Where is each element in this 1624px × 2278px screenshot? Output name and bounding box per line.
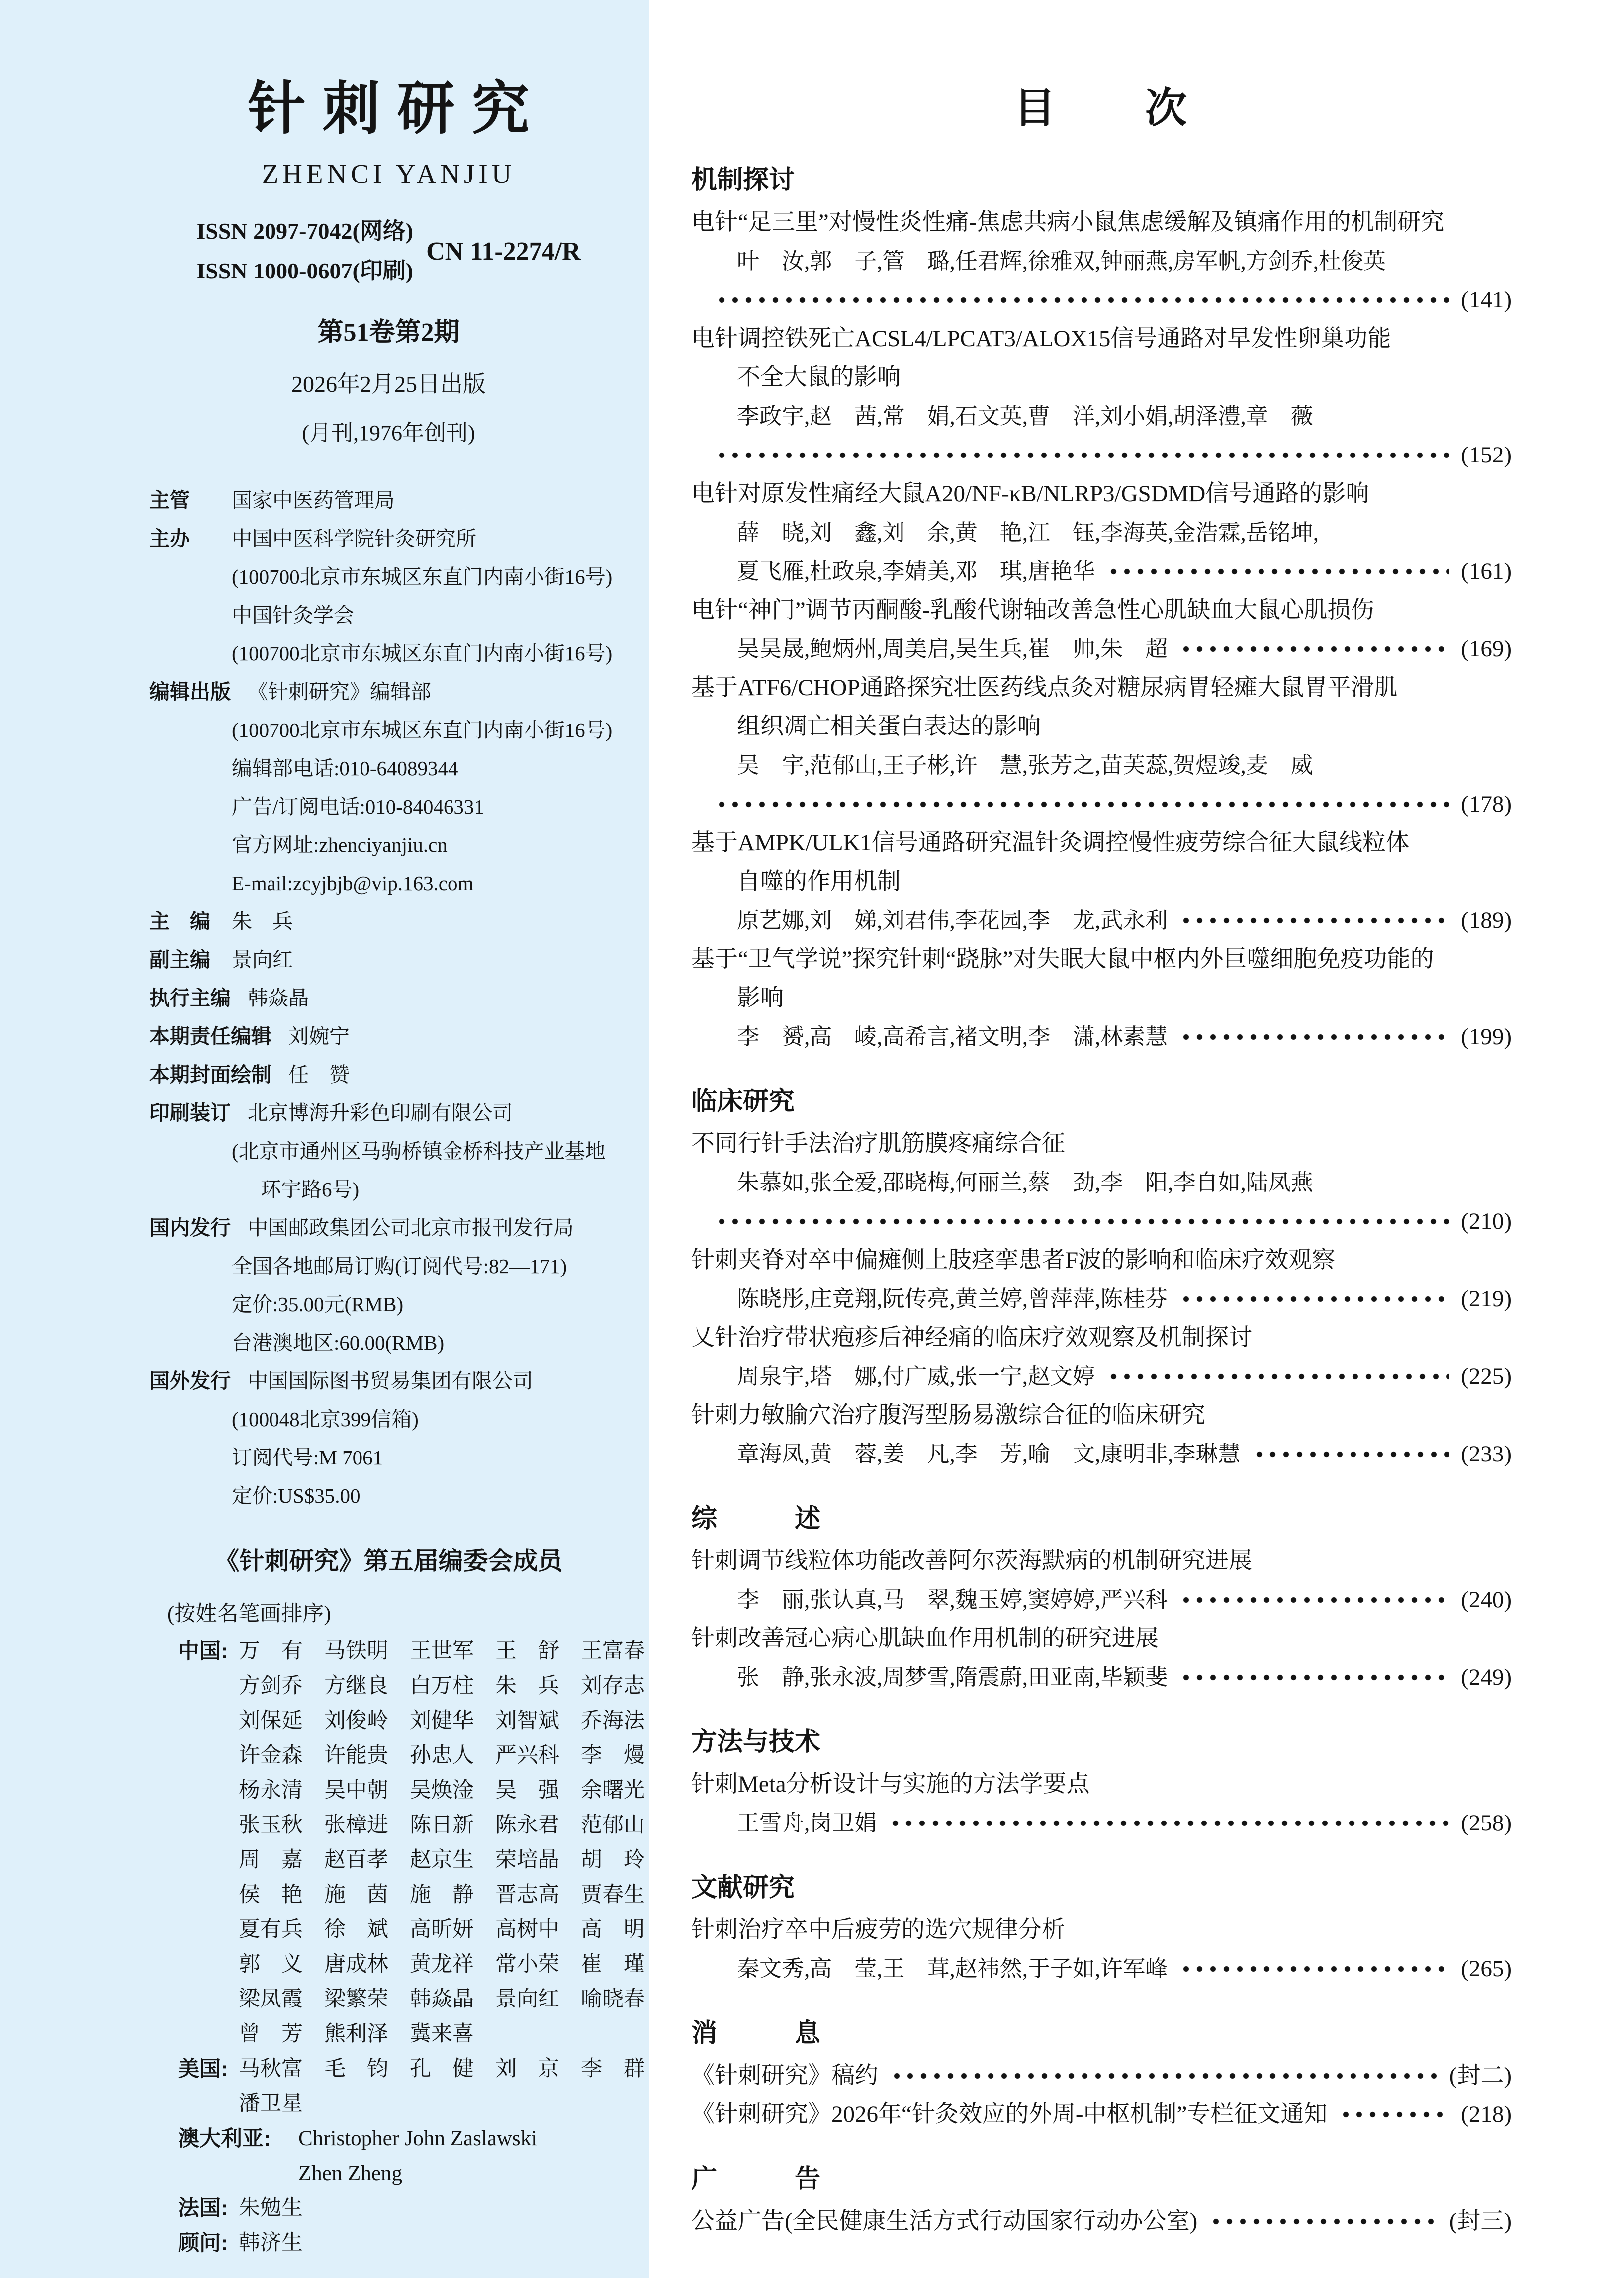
info-value: 朱 兵 <box>232 910 293 933</box>
board-member-names: 朱勉生 <box>239 2196 303 2220</box>
publish-date: 2026年2月25日出版 <box>291 371 486 397</box>
toc-main <box>649 0 1624 2278</box>
editorial-board <box>149 1541 645 2261</box>
board-member-names: 马秋富 毛 钧 孔 健 刘 京 李 群 <box>239 2057 645 2081</box>
info-label: 主 编 <box>149 910 210 933</box>
toc-article <box>691 1318 1512 1396</box>
info-value: 中国国际图书贸易集团有限公司 <box>248 1369 533 1392</box>
article-title: 电针“足三里”对慢性炎性痛-焦虑共病小鼠焦虑缓解及镇痛作用的机制研究 <box>691 209 1444 235</box>
leader-line <box>691 1804 1512 1842</box>
info-line: (100700北京市东城区东直门内南小街16号) <box>232 565 613 588</box>
page-number: (141) <box>1461 287 1512 313</box>
board-member-names: 许金森 许能贵 孙忠人 严兴科 李 熳 <box>239 1744 645 1767</box>
page-number: (265) <box>1461 1956 1512 1982</box>
page-number: (封三) <box>1449 2208 1512 2234</box>
masthead <box>149 62 628 447</box>
publication-info <box>149 481 628 1515</box>
info-line: 定价:US$35.00 <box>232 1484 361 1507</box>
page-number: (218) <box>1461 2101 1512 2127</box>
page-number: (225) <box>1461 1364 1512 1389</box>
article-title-cont: 自噬的作用机制 <box>737 869 901 895</box>
board-member-row <box>149 2156 628 2191</box>
toc-section-heading: 方法与技术 <box>691 1728 821 1756</box>
page-number: (178) <box>1461 791 1512 817</box>
article-authors: 李政宇,赵 茜,常 娟,石文英,曹 洋,刘小娟,胡泽澧,章 薇 <box>737 404 1313 429</box>
leader-line <box>691 901 1512 940</box>
toc-article <box>691 668 1512 823</box>
info-value: 《针刺研究》编辑部 <box>248 680 431 703</box>
page-number: (152) <box>1461 442 1512 468</box>
info-line: 官方网址:zhenciyanjiu.cn <box>232 833 448 856</box>
article-title-cont: 不全大鼠的影响 <box>737 364 901 390</box>
info-label: 国内发行 <box>149 1216 231 1239</box>
article-authors: 吴 宇,范郁山,王子彬,许 慧,张芳之,苗芙蕊,贺煜竣,麦 威 <box>737 753 1313 778</box>
leader-line <box>691 1202 1512 1241</box>
article-title: 针刺调节线粒体功能改善阿尔茨海默病的机制研究进展 <box>691 1548 1252 1574</box>
board-member-names: 刘保延 刘俊岭 刘健华 刘智斌 乔海法 <box>239 1709 645 1732</box>
info-label: 主管 <box>149 489 190 512</box>
board-member-row <box>149 1843 645 1878</box>
info-line: 编辑部电话:010-64089344 <box>232 757 458 780</box>
toc-article <box>691 203 1512 319</box>
board-member-names: 郭 义 唐成林 黄龙祥 常小荣 崔 瑾 <box>239 1953 645 1976</box>
article-authors: 李 丽,张认真,马 翠,魏玉婷,窦婷婷,严兴科 <box>737 1587 1168 1612</box>
journal-pinyin: ZHENCI YANJIU <box>262 159 516 189</box>
board-member-names: 潘卫星 <box>239 2092 303 2115</box>
page-number: (169) <box>1461 636 1512 662</box>
info-line: (100700北京市东城区东直门内南小街16号) <box>232 719 613 741</box>
board-member-row <box>149 1773 645 1808</box>
board-member-names: 周 嘉 赵百孝 赵京生 荣培晶 胡 玲 <box>239 1848 645 1872</box>
page-number: (219) <box>1461 1286 1512 1312</box>
toc-article <box>691 823 1512 940</box>
board-member-names: 杨永清 吴中朝 吴焕淦 吴 强 余曙光 <box>239 1779 645 1802</box>
board-member-row <box>149 2052 645 2087</box>
dot-leader <box>1177 1017 1449 1056</box>
board-member-row <box>149 1913 645 1947</box>
info-label: 编辑出版 <box>149 680 231 703</box>
article-authors: 朱慕如,张全爱,邵晓梅,何丽兰,蔡 劲,李 阳,李自如,陆凤燕 <box>737 1170 1313 1195</box>
leader-line <box>691 630 1512 668</box>
dot-leader <box>713 436 1449 474</box>
toc-article <box>691 2095 1512 2134</box>
leader-line <box>691 280 1512 319</box>
article-title-cont: 影响 <box>737 985 784 1011</box>
board-member-names: 张玉秋 张樟进 陈日新 陈永君 范郁山 <box>239 1814 645 1837</box>
dot-leader <box>1177 1658 1449 1697</box>
toc-section-heading: 消 息 <box>691 2019 821 2048</box>
info-row <box>149 1209 628 1247</box>
board-title: 《针刺研究》第五届编委会成员 <box>214 1547 563 1575</box>
info-line: 广告/订阅电话:010-84046331 <box>232 795 484 818</box>
info-value: 中国中医科学院针灸研究所 <box>232 527 476 550</box>
board-members <box>149 1634 645 2261</box>
issn-block <box>149 211 628 291</box>
toc-article <box>691 591 1512 668</box>
article-authors: 叶 汝,郭 子,管 璐,任君辉,徐雅双,钟丽燕,房军帆,方剑乔,杜俊英 <box>737 249 1386 273</box>
article-title-cont: 组织凋亡相关蛋白表达的影响 <box>737 714 1041 739</box>
info-line: (100700北京市东城区东直门内南小街16号) <box>232 642 613 665</box>
info-label: 执行主编 <box>149 987 231 1009</box>
toc-section-heading: 机制探讨 <box>691 166 795 194</box>
page-number: (210) <box>1461 1208 1512 1234</box>
article-title: 电针“神门”调节丙酮酸-乳酸代谢轴改善急性心肌缺血大鼠心肌损伤 <box>691 597 1374 623</box>
article-authors: 吴昊晟,鲍炳州,周美启,吴生兵,崔 帅,朱 超 <box>737 637 1168 661</box>
toc-section-heading: 文献研究 <box>691 1873 795 1902</box>
info-row <box>149 1056 628 1094</box>
info-label: 副主编 <box>149 948 210 971</box>
board-member-row <box>149 1808 645 1843</box>
page-number: (240) <box>1461 1587 1512 1613</box>
article-authors: 秦文秀,高 莹,王 茸,赵祎然,于子如,许军峰 <box>737 1956 1168 1981</box>
article-title: 乂针治疗带状疱疹后神经痛的临床疗效观察及机制探讨 <box>691 1325 1252 1351</box>
dot-leader <box>887 1804 1449 1842</box>
toc-article <box>691 2202 1512 2241</box>
info-line: 全国各地邮局订购(订阅代号:82—171) <box>232 1255 567 1277</box>
leader-line <box>691 1017 1512 1056</box>
info-row <box>149 520 628 558</box>
info-line: 中国针灸学会 <box>232 604 354 627</box>
cn-code: CN 11-2274/R <box>426 237 581 266</box>
info-line: 定价:35.00元(RMB) <box>232 1293 404 1316</box>
article-title: 基于ATF6/CHOP通路探究壮医药线点灸对糖尿病胃轻瘫大鼠胃平滑肌 <box>691 675 1398 701</box>
board-member-names: 夏有兵 徐 斌 高昕妍 高树中 高 明 <box>239 1918 645 1941</box>
article-authors: 王雪舟,岗卫娟 <box>737 1811 877 1835</box>
article-title: 针刺力敏腧穴治疗腹泻型肠易激综合征的临床研究 <box>691 1402 1205 1428</box>
dot-leader <box>1177 1949 1449 1988</box>
board-member-row <box>149 1738 645 1773</box>
info-label: 本期封面绘制 <box>149 1063 271 1086</box>
article-authors: 张 静,张永波,周梦雪,隋震蔚,田亚南,毕颖斐 <box>737 1665 1168 1690</box>
founding-note: (月刊,1976年创刊) <box>302 421 475 445</box>
article-title: 电针调控铁死亡ACSL4/LPCAT3/ALOX15信号通路对早发性卵巢功能 <box>691 326 1391 352</box>
info-line: 环宇路6号) <box>261 1178 360 1201</box>
info-line: 订阅代号:M 7061 <box>232 1446 383 1469</box>
dot-leader <box>1177 901 1449 940</box>
info-row <box>149 941 628 979</box>
page-number: (封二) <box>1449 2063 1512 2089</box>
dot-leader <box>1337 2095 1449 2134</box>
toc-title: 目 次 <box>1013 86 1189 132</box>
board-member-row <box>149 2191 628 2226</box>
info-row <box>149 1017 628 1056</box>
leader-line <box>691 552 1512 591</box>
board-member-names: 侯 艳 施 茵 施 静 晋志高 贾春生 <box>239 1883 645 1907</box>
article-title: 针刺Meta分析设计与实施的方法学要点 <box>691 1771 1090 1797</box>
article-authors: 周泉宇,塔 娜,付广威,张一宁,赵文婷 <box>737 1364 1095 1389</box>
info-value: 国家中医药管理局 <box>232 489 395 512</box>
issn-column <box>196 211 413 291</box>
info-row <box>149 673 628 711</box>
toc-section-heading: 广 告 <box>691 2165 821 2193</box>
journal-title: 针刺研究 <box>248 78 546 141</box>
article-authors: 薛 晓,刘 鑫,刘 余,黄 艳,江 钰,李海英,金浩霖,岳铭坤, <box>737 520 1319 545</box>
board-member-row <box>149 2087 628 2121</box>
board-member-names: 方剑乔 方继良 白万柱 朱 兵 刘存志 <box>239 1674 645 1698</box>
article-title: 针刺改善冠心病心肌缺血作用机制的研究进展 <box>691 1626 1159 1651</box>
dot-leader <box>1177 630 1449 668</box>
toc-article <box>691 1765 1512 1842</box>
toc-article <box>691 1619 1512 1697</box>
page-number: (189) <box>1461 908 1512 933</box>
info-row <box>149 481 628 520</box>
board-region-label: 美国: <box>178 2057 228 2081</box>
page-number: (258) <box>1461 1810 1512 1836</box>
leader-line <box>691 1357 1512 1396</box>
article-title: 针刺治疗卒中后疲劳的选穴规律分析 <box>691 1917 1065 1943</box>
board-region-label: 中国: <box>178 1640 228 1663</box>
leader-line <box>691 785 1512 823</box>
page-number: (233) <box>1461 1441 1512 1467</box>
info-row <box>149 1362 628 1400</box>
article-authors: 陈晓彤,庄竞翔,阮传亮,黄兰婷,曾萍萍,陈桂芬 <box>737 1286 1168 1311</box>
dot-leader <box>1207 2202 1437 2241</box>
board-member-row <box>149 1704 645 1738</box>
leader-line <box>691 1949 1512 1988</box>
toc-section-heading: 临床研究 <box>691 1087 795 1116</box>
board-member-names: 韩济生 <box>239 2231 303 2255</box>
toc-article <box>691 1241 1512 1318</box>
board-member-names: Christopher John Zaslawski <box>298 2127 538 2150</box>
dot-leader <box>1177 1279 1449 1318</box>
board-member-row <box>149 2017 628 2052</box>
board-member-row <box>149 2226 628 2261</box>
info-value: 任 赞 <box>288 1063 350 1086</box>
leader-line <box>691 1580 1512 1619</box>
article-title: 电针对原发性痛经大鼠A20/NF-κB/NLRP3/GSDMD信号通路的影响 <box>691 481 1369 507</box>
dot-leader <box>713 280 1449 319</box>
board-member-row <box>149 1634 645 1669</box>
info-label: 印刷装订 <box>149 1101 231 1124</box>
info-value: 韩焱晶 <box>248 987 309 1009</box>
dot-leader <box>1105 1357 1449 1396</box>
info-line: E-mail:zcyjbjb@vip.163.com <box>232 872 474 895</box>
dot-leader <box>1177 1580 1449 1619</box>
board-region-label: 法国: <box>178 2196 228 2220</box>
article-title: 基于“卫气学说”探究针刺“跷脉”对失眠大鼠中枢内外巨噬细胞免疫功能的 <box>691 946 1434 972</box>
leader-line <box>691 1435 1512 1473</box>
dot-leader <box>1105 552 1449 591</box>
page-number: (249) <box>1461 1664 1512 1690</box>
article-title: 针刺夹脊对卒中偏瘫侧上肢痉挛患者F波的影响和临床疗效观察 <box>691 1247 1336 1273</box>
toc-article <box>691 940 1512 1056</box>
dot-leader <box>1251 1435 1449 1473</box>
board-region-label: 顾问: <box>178 2231 228 2255</box>
toc-article <box>691 1542 1512 1619</box>
toc-article <box>691 2056 1512 2095</box>
article-authors: 夏飞雁,杜政泉,李婧美,邓 琪,唐艳华 <box>737 559 1095 584</box>
toc-article <box>691 1911 1512 1988</box>
leader-line <box>691 2056 1512 2095</box>
article-authors: 李 赟,高 崚,高希言,褚文明,李 潇,林素慧 <box>737 1024 1168 1049</box>
toc-article <box>691 1396 1512 1473</box>
issn-print: ISSN 1000-0607(印刷) <box>196 258 414 283</box>
article-title: 《针刺研究》稿约 <box>691 2063 878 2089</box>
article-authors: 原艺娜,刘 娣,刘君伟,李花园,李 龙,武永利 <box>737 908 1168 933</box>
info-row <box>149 903 628 941</box>
info-value: 景向红 <box>232 948 293 971</box>
dot-leader <box>888 2056 1438 2095</box>
journal-info-sidebar <box>0 0 649 2278</box>
board-member-row <box>149 1878 645 1913</box>
board-member-row <box>149 1669 645 1704</box>
info-row <box>149 979 628 1017</box>
article-title: 公益广告(全民健康生活方式行动国家行动办公室) <box>691 2208 1198 2234</box>
info-value: 刘婉宁 <box>288 1025 350 1048</box>
info-label: 本期责任编辑 <box>149 1025 271 1048</box>
info-line: (北京市通州区马驹桥镇金桥科技产业基地 <box>232 1140 606 1163</box>
toc-article <box>691 474 1512 591</box>
info-line: 台港澳地区:60.00(RMB) <box>232 1331 445 1354</box>
toc-section-heading: 综 述 <box>691 1504 821 1533</box>
leader-line <box>691 2095 1512 2134</box>
leader-line <box>691 1279 1512 1318</box>
article-title: 《针刺研究》2026年“针灸效应的外周-中枢机制”专栏征文通知 <box>691 2101 1328 2127</box>
info-label: 主办 <box>149 527 190 550</box>
board-sort-note: (按姓名笔画排序) <box>167 1602 331 1626</box>
page-number: (161) <box>1461 558 1512 584</box>
board-member-names: 梁凤霞 梁繁荣 韩焱晶 景向红 喻晓春 <box>239 1988 645 2011</box>
leader-line <box>691 436 1512 474</box>
info-row <box>149 1094 628 1132</box>
volume-issue: 第51卷第2期 <box>317 318 460 347</box>
info-value: 北京博海升彩色印刷有限公司 <box>248 1101 513 1124</box>
board-member-names: 曾 芳 熊利泽 冀来喜 <box>239 2022 474 2046</box>
board-member-row <box>149 1982 645 2017</box>
board-member-row <box>149 2121 628 2156</box>
page-number: (199) <box>1461 1024 1512 1050</box>
toc-article <box>691 319 1512 474</box>
toc-article <box>691 1124 1512 1241</box>
article-title: 基于AMPK/ULK1信号通路研究温针灸调控慢性疲劳综合征大鼠线粒体 <box>691 830 1409 856</box>
board-member-names: Zhen Zheng <box>298 2162 402 2185</box>
article-authors: 章海凤,黄 蓉,姜 凡,李 芳,喻 文,康明非,李琳慧 <box>737 1442 1241 1466</box>
board-member-row <box>149 1947 645 1982</box>
info-line: (100048北京399信箱) <box>232 1408 419 1431</box>
leader-line <box>691 2202 1512 2241</box>
leader-line <box>691 1658 1512 1697</box>
dot-leader <box>713 1202 1449 1241</box>
info-value: 中国邮政集团公司北京市报刊发行局 <box>248 1216 574 1239</box>
article-title: 不同行针手法治疗肌筋膜疼痛综合征 <box>691 1131 1065 1157</box>
info-label: 国外发行 <box>149 1369 231 1392</box>
issn-online: ISSN 2097-7042(网络) <box>196 218 414 244</box>
board-member-names: 万 有 马铁明 王世军 王 舒 王富春 <box>239 1640 645 1663</box>
board-region-label: 澳大利亚: <box>178 2127 271 2151</box>
dot-leader <box>713 785 1449 823</box>
